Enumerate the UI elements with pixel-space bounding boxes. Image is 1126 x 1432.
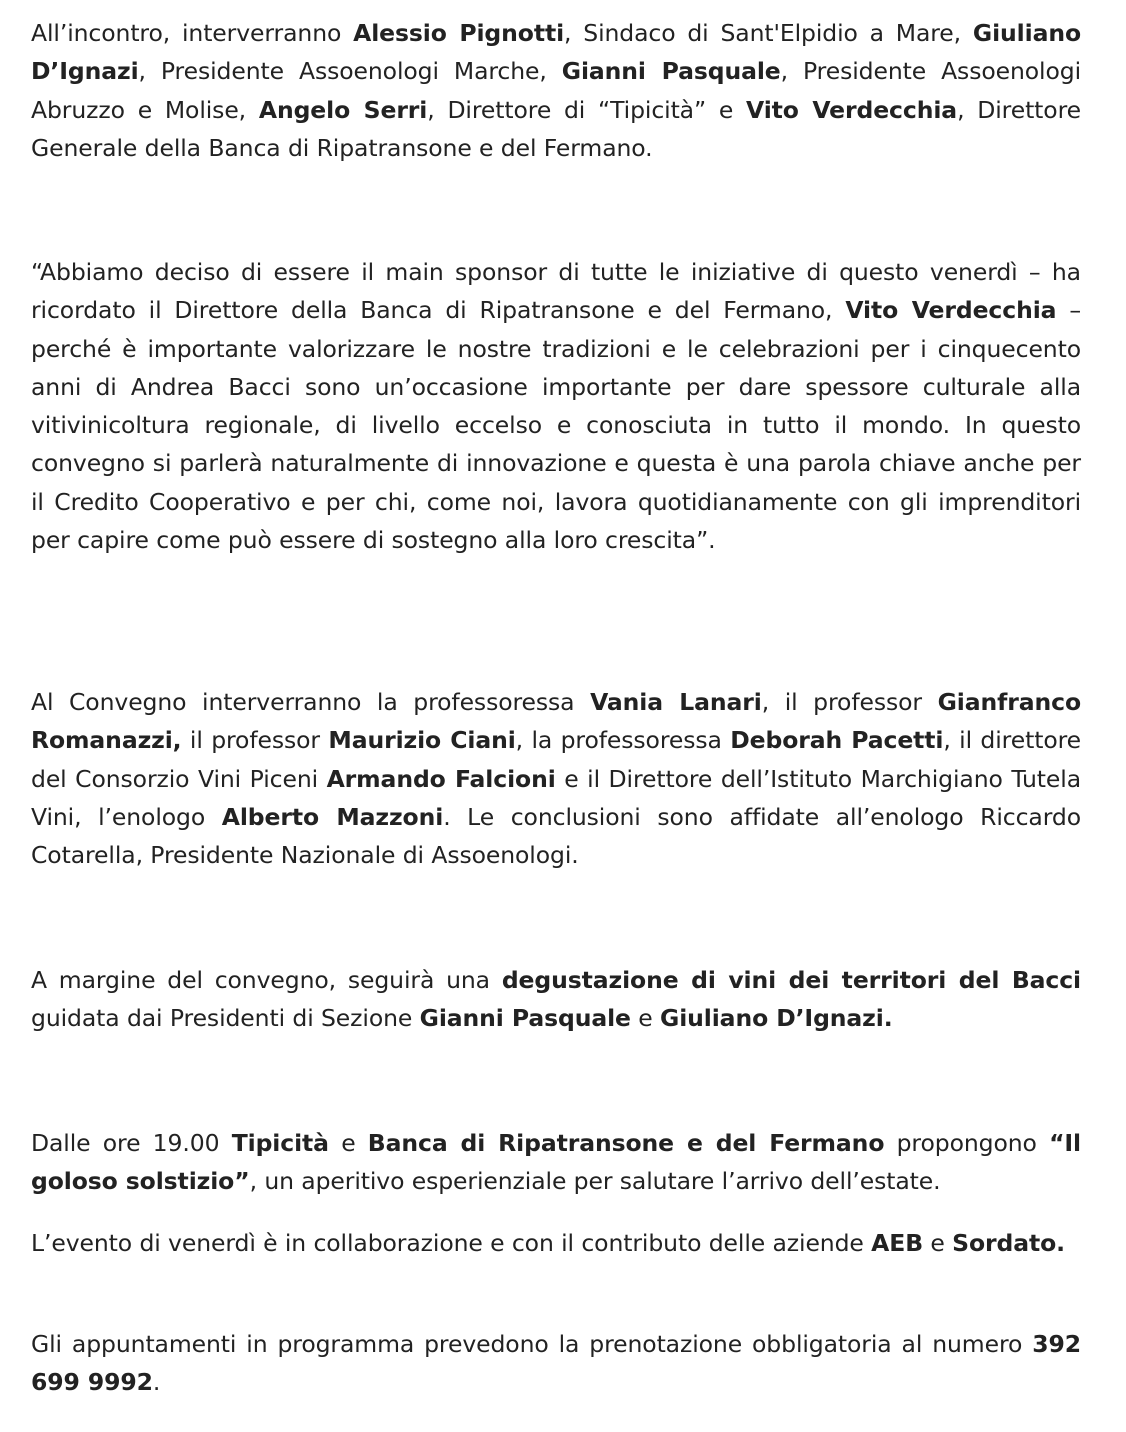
bold-text-segment: Gianfranco Romanazzi, (31, 688, 1081, 755)
text-segment: e il Direttore dell’Istituto Marchigiano Tutela Vini, l’enologo (31, 764, 1082, 831)
bold-text-segment: Giuliano D’Ignazi (31, 19, 1082, 86)
bold-text-segment: Alberto Mazzoni (221, 802, 444, 831)
text-segment: , Sindaco di Sant'Elpidio a Mare, (564, 19, 973, 47)
bold-text-segment: Vania Lanari (590, 688, 762, 716)
bold-text-segment: Armando Falcioni (326, 764, 556, 793)
text-segment: , Direttore Generale della Banca di Ripatransone e del Fermano. (31, 95, 1081, 162)
text-segment: Al Convegno interverranno la professoressa (31, 688, 591, 716)
bold-text-segment: Gianni Pasquale (561, 57, 781, 86)
text-segment: , Presidente Assoenologi Marche, (138, 57, 562, 86)
text-segment: . Le conclusioni sono affidate all’enologo Riccardo Cotarella, Presidente Nazionale di Assoenologi. (31, 802, 1081, 870)
bold-text-segment: Alessio Pignotti (353, 19, 565, 47)
text-segment: guidata dai Presidenti di Sezione (31, 1004, 420, 1033)
text-segment: A margine del convegno, seguirà una (31, 966, 502, 994)
paragraph-aperitivo (31, 1124, 1081, 1201)
text-segment: , la professoressa (515, 726, 731, 755)
bold-text-segment: Tipicità (231, 1129, 329, 1157)
bold-text-segment: “Il goloso solstizio” (31, 1129, 1082, 1196)
text-segment: “Abbiamo deciso di essere il main sponsor di tutte le iniziative di questo venerdì – ha ricordato il Direttore della Banca di Ripatransone e del Fermano, (31, 258, 1081, 325)
text-segment: , Presidente Assoenologi Abruzzo e Molise, (31, 57, 1082, 124)
text-segment: Gli appuntamenti in programma prevedono la prenotazione obbligatoria al numero (31, 1330, 1033, 1358)
text-segment: , un aperitivo esperienziale per salutare l’arrivo dell’estate. (249, 1167, 941, 1196)
bold-text-segment: Giuliano D’Ignazi. (660, 1004, 893, 1033)
text-segment: e (923, 1229, 953, 1257)
bold-text-segment: degustazione di vini dei territori del Bacci (501, 966, 1081, 994)
bold-text-segment: Maurizio Ciani (328, 726, 516, 755)
bold-text-segment: Deborah Pacetti (730, 726, 944, 755)
bold-text-segment: Vito Verdecchia (845, 296, 1057, 325)
paragraph-tasting (31, 961, 1081, 1038)
text-segment: il professor (181, 726, 329, 755)
text-segment: , il direttore del Consorzio Vini Piceni (31, 726, 1081, 793)
bold-text-segment: Banca di Ripatransone e del Fermano (367, 1129, 885, 1157)
text-segment: , il professor (761, 688, 938, 716)
bold-text-segment: Vito Verdecchia (746, 95, 958, 124)
bold-text-segment: 392 699 9992 (31, 1330, 1081, 1397)
text-segment: Dalle ore 19.00 (31, 1129, 232, 1157)
text-segment: propongono (884, 1129, 1050, 1157)
bold-text-segment: Gianni Pasquale (419, 1004, 631, 1033)
text-segment: e (328, 1129, 368, 1157)
paragraph-sponsor-quote (31, 253, 1081, 559)
paragraph-booking (31, 1325, 1081, 1402)
text-segment: L’evento di venerdì è in collaborazione e con il contributo delle aziende (31, 1229, 872, 1257)
paragraph-collaboration (31, 1224, 1081, 1262)
text-segment: , Direttore di “Tipicità” e (427, 95, 747, 124)
text-segment: All’incontro, interverranno (31, 19, 354, 47)
text-segment: e (630, 1004, 660, 1033)
bold-text-segment: AEB (871, 1229, 924, 1257)
bold-text-segment: Sordato. (952, 1229, 1065, 1257)
paragraph-convegno-speakers (31, 683, 1081, 874)
paragraph-speakers-intro (31, 14, 1081, 167)
text-segment: . (152, 1368, 161, 1397)
bold-text-segment: Angelo Serri (258, 95, 428, 124)
text-segment: – perché è importante valorizzare le nostre tradizioni e le celebrazioni per i cinquecento anni di Andrea Bacci sono un’occasione importante per dare spessore culturale alla vitivinicoltura regionale, di livello eccelso e conosciuta in tutto il mondo. In questo convegno si parlerà naturalmente di innovazione e questa è una parola chiave anche per il Credito Cooperativo e per chi, come noi, lavora quotidianamente con gli imprenditori per capire come può essere di sostegno alla loro crescita”. (31, 296, 1081, 555)
